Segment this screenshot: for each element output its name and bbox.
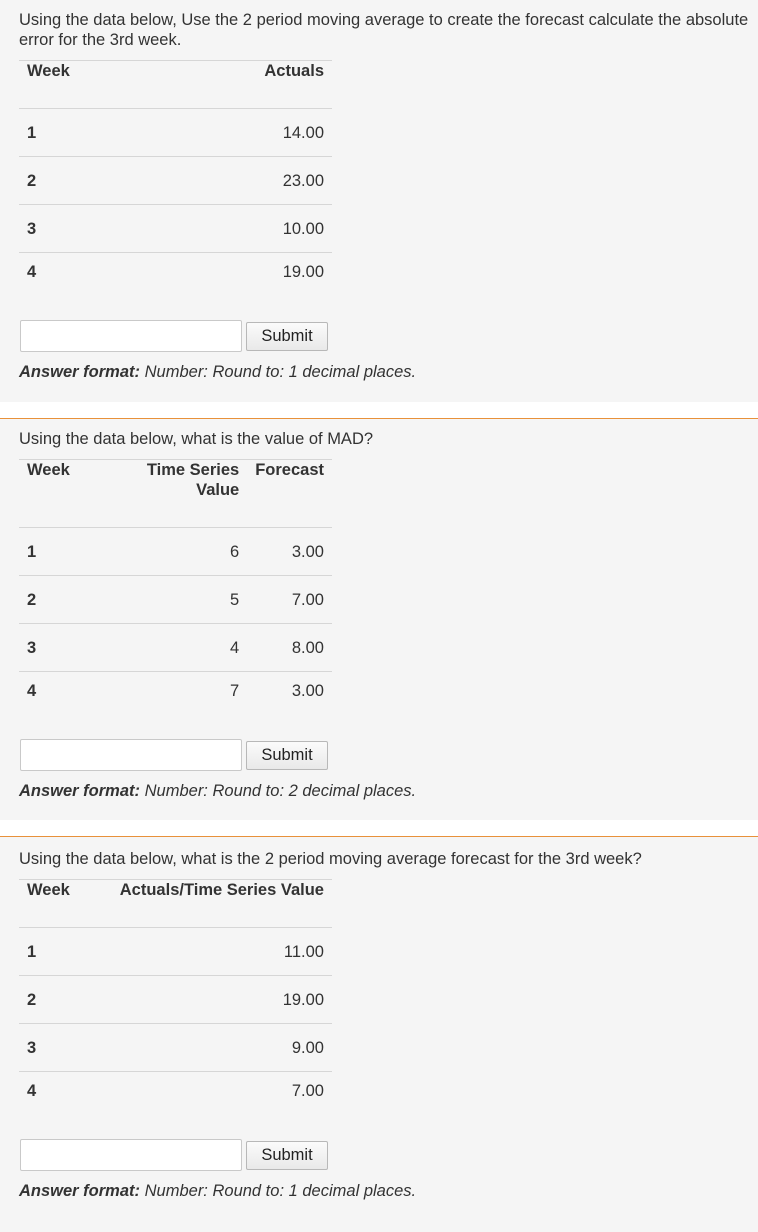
time-series-value-cell: 4 (112, 624, 247, 672)
answer-format (19, 362, 416, 382)
question-prompt: Using the data below, what is the value of MAD? (19, 430, 374, 448)
data-table (19, 60, 332, 288)
actuals-cell: 19.00 (91, 976, 332, 1024)
column-header-week: Week (19, 880, 91, 928)
week-cell: 1 (19, 928, 91, 976)
answer-format-text: Number: Round to: 1 decimal places. (144, 1182, 417, 1200)
time-series-value-cell: 6 (112, 528, 247, 576)
week-cell: 2 (19, 576, 112, 624)
table-row (19, 624, 332, 672)
answer-input[interactable] (20, 739, 242, 771)
question-prompt: Using the data below, what is the 2 period moving average forecast for the 3rd week? (19, 850, 642, 868)
answer-format (19, 781, 416, 801)
week-cell: 3 (19, 1024, 91, 1072)
actuals-cell: 14.00 (109, 109, 332, 157)
week-cell: 4 (19, 1072, 91, 1107)
answer-format-label: Answer format: (19, 1182, 141, 1200)
submit-button[interactable]: Submit (246, 322, 328, 351)
question-prompt: Using the data below, Use the 2 period moving average to create the forecast calculate the absolute error for the 3rd week. (19, 11, 749, 49)
week-cell: 2 (19, 157, 109, 205)
week-cell: 3 (19, 205, 109, 253)
time-series-value-cell: 7 (112, 672, 247, 707)
submit-button[interactable]: Submit (246, 741, 328, 770)
week-cell: 1 (19, 528, 112, 576)
actuals-cell: 7.00 (91, 1072, 332, 1107)
column-header-time-series-value: Time Series Value (112, 460, 247, 528)
time-series-value-cell: 5 (112, 576, 247, 624)
answer-format-text: Number: Round to: 1 decimal places. (144, 363, 417, 381)
week-cell: 1 (19, 109, 109, 157)
submit-button[interactable]: Submit (246, 1141, 328, 1170)
column-header-actuals: Actuals (109, 61, 332, 109)
answer-format-label: Answer format: (19, 363, 141, 381)
column-header-week: Week (19, 460, 112, 528)
forecast-cell: 8.00 (247, 624, 332, 672)
actuals-cell: 19.00 (109, 253, 332, 288)
answer-input[interactable] (20, 1139, 242, 1171)
week-cell: 4 (19, 672, 112, 707)
actuals-cell: 9.00 (91, 1024, 332, 1072)
forecast-cell: 3.00 (247, 672, 332, 707)
column-header-forecast: Forecast (247, 460, 332, 528)
actuals-cell: 10.00 (109, 205, 332, 253)
forecast-cell: 3.00 (247, 528, 332, 576)
week-cell: 4 (19, 253, 109, 288)
table-row (19, 205, 332, 253)
table-row (19, 976, 332, 1024)
question-2 (0, 418, 758, 820)
table-row (19, 672, 332, 707)
table-row (19, 1024, 332, 1072)
column-header-actuals-time-series-value: Actuals/Time Series Value (91, 880, 332, 928)
table-row (19, 528, 332, 576)
table-row (19, 928, 332, 976)
answer-format (19, 1181, 416, 1201)
actuals-cell: 11.00 (91, 928, 332, 976)
table-row (19, 576, 332, 624)
question-1 (0, 0, 758, 402)
table-row (19, 157, 332, 205)
table-row (19, 253, 332, 288)
data-table (19, 879, 332, 1107)
actuals-cell: 23.00 (109, 157, 332, 205)
week-cell: 2 (19, 976, 91, 1024)
column-header-week: Week (19, 61, 109, 109)
data-table (19, 459, 332, 707)
week-cell: 3 (19, 624, 112, 672)
answer-input[interactable] (20, 320, 242, 352)
table-row (19, 109, 332, 157)
answer-format-label: Answer format: (19, 782, 141, 800)
answer-format-text: Number: Round to: 2 decimal places. (144, 782, 417, 800)
table-row (19, 1072, 332, 1107)
forecast-cell: 7.00 (247, 576, 332, 624)
question-3 (0, 836, 758, 1232)
